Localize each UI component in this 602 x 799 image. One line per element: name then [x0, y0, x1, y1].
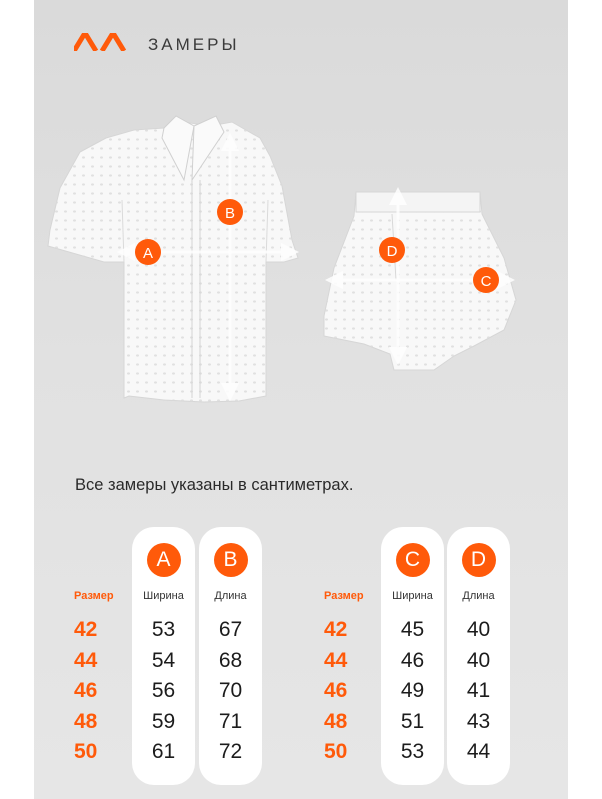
- size-value: 42: [324, 618, 348, 641]
- measure-value: 40: [466, 618, 491, 641]
- measure-value: 40: [466, 648, 491, 672]
- svg-text:D: D: [386, 243, 398, 260]
- column-header: Длина: [214, 590, 247, 602]
- svg-text:B: B: [224, 205, 236, 222]
- size-value: 48: [74, 709, 98, 733]
- measure-value: 68: [218, 648, 243, 672]
- size-value: 50: [324, 740, 348, 763]
- measure-value: 46: [400, 648, 425, 672]
- measure-value: 53: [400, 740, 425, 763]
- size-header: Размер: [324, 590, 364, 602]
- size-column-shorts: [324, 527, 384, 785]
- measure-value: 41: [466, 679, 491, 702]
- measure-value: 53: [151, 618, 176, 641]
- size-value: 44: [74, 648, 98, 672]
- measure-value: 72: [218, 740, 243, 763]
- badge-b: B: [214, 543, 248, 577]
- column-b-length: [199, 527, 262, 785]
- measure-value: 43: [466, 709, 491, 733]
- column-header: Ширина: [392, 590, 433, 602]
- size-value: 42: [74, 618, 98, 641]
- column-d-length: [447, 527, 510, 785]
- badge-a: A: [147, 543, 181, 577]
- measure-value: 45: [400, 618, 425, 641]
- measure-value: 54: [151, 648, 176, 672]
- marker-b: [217, 199, 243, 225]
- measure-value: 56: [151, 679, 176, 702]
- measure-value: 67: [218, 618, 243, 641]
- measure-value: 44: [466, 740, 491, 763]
- column-a-width: [132, 527, 195, 785]
- size-value: 44: [324, 648, 348, 672]
- size-value: 46: [74, 679, 98, 702]
- marker-d: [379, 237, 405, 263]
- column-c-width: [381, 527, 444, 785]
- measure-value: 59: [151, 709, 176, 733]
- size-value: 50: [74, 740, 98, 763]
- measure-value: 49: [400, 679, 425, 702]
- units-note: Все замеры указаны в сантиметрах.: [75, 476, 354, 494]
- size-column-shirt: [74, 527, 134, 785]
- svg-text:A: A: [142, 245, 154, 262]
- measure-value: 71: [218, 709, 243, 733]
- size-chart-page: [34, 0, 568, 799]
- page-title: ЗАМЕРЫ: [148, 35, 240, 54]
- measure-value: 61: [151, 740, 176, 763]
- column-header: Длина: [462, 590, 495, 602]
- size-header: Размер: [74, 590, 114, 602]
- measure-value: 70: [218, 679, 243, 702]
- measure-value: 51: [400, 709, 425, 733]
- svg-text:C: C: [480, 273, 492, 290]
- garment-illustration: [34, 0, 568, 440]
- marker-a: [135, 239, 161, 265]
- marker-c: [473, 267, 499, 293]
- shirt-image: [48, 116, 298, 402]
- column-header: Ширина: [143, 590, 184, 602]
- badge-d: D: [462, 543, 496, 577]
- size-value: 46: [324, 679, 348, 702]
- badge-c: C: [396, 543, 430, 577]
- size-value: 48: [324, 709, 348, 733]
